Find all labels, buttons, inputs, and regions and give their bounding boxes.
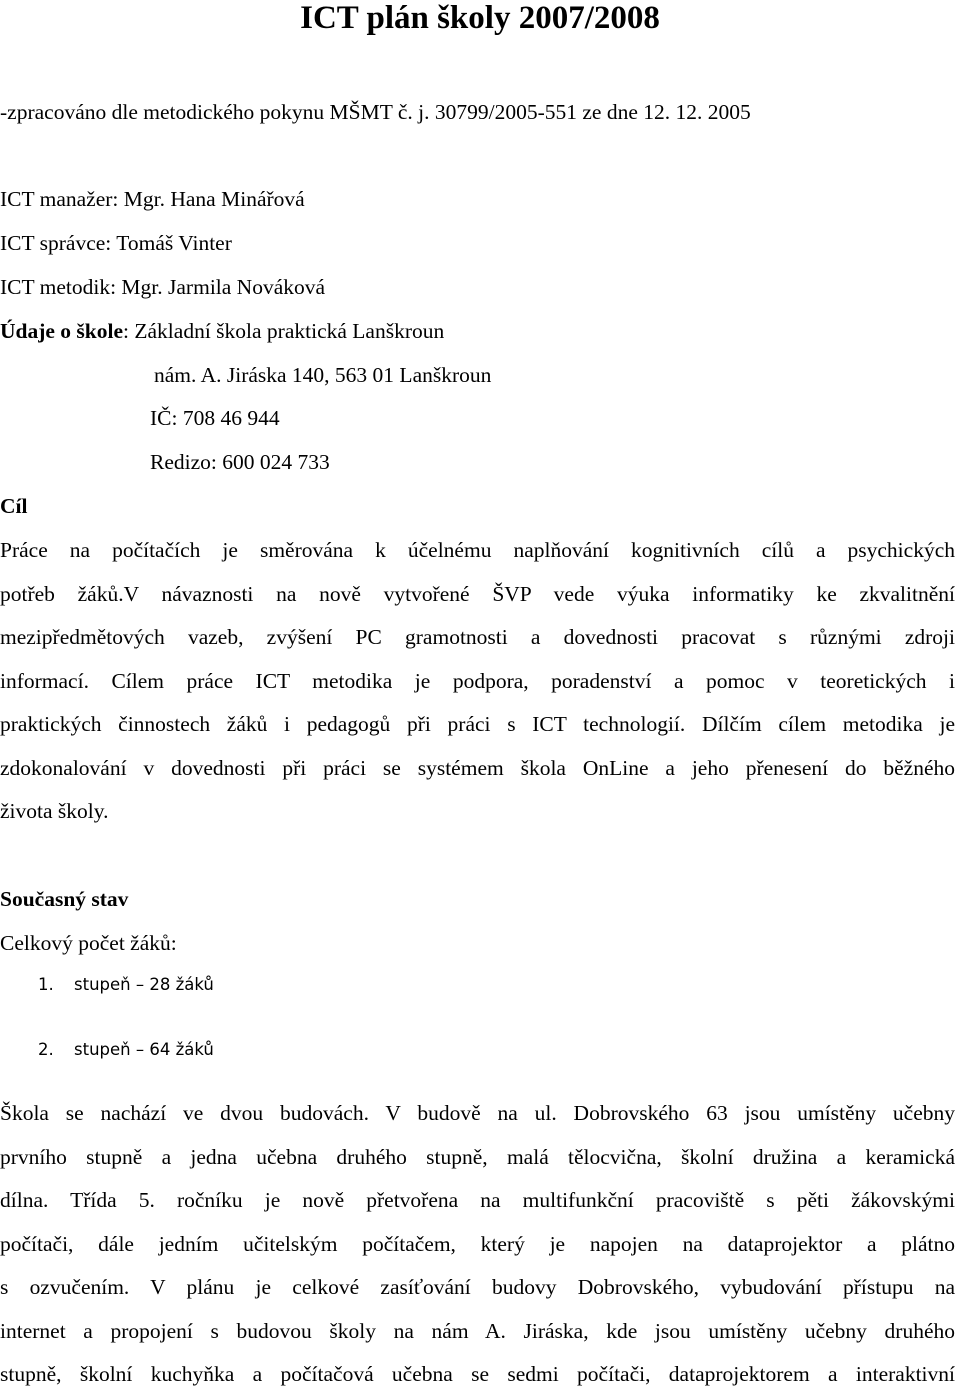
ict-manager: ICT manažer: Mgr. Hana Minářová (0, 187, 305, 211)
state-line: internet a propojení s budovou školy na nám A. Jiráska, kde jsou umístěny učebny druhého (0, 1319, 955, 1343)
goal-line: Práce na počítačích je směrována k účelnému naplňování kognitivních cílů a psychických (0, 538, 955, 562)
pupils-count-label: Celkový počet žáků: (0, 931, 177, 955)
list-item-text: stupeň – 28 žáků (74, 975, 214, 994)
list-item-number: 2. (38, 1040, 54, 1059)
school-address: nám. A. Jiráska 140, 563 01 Lanškroun (154, 363, 492, 387)
state-line: dílna. Třída 5. ročníku je nově přetvořena na multifunkční pracoviště s pěti žákovskými (0, 1188, 955, 1212)
school-info-label: Údaje o škole (0, 319, 124, 343)
goal-line: potřeb žáků.V návaznosti na nově vytvořené ŠVP vede výuka informatiky ke zkvalitnění (0, 582, 955, 606)
state-line: počítači, dále jedním učitelským počítačem, který je napojen na dataprojektor a plátno (0, 1232, 955, 1256)
state-line: Škola se nachází ve dvou budovách. V budově na ul. Dobrovského 63 jsou umístěny učebny (0, 1101, 955, 1125)
current-state-heading: Současný stav (0, 887, 129, 911)
state-line: prvního stupně a jedna učebna druhého stupně, malá tělocvična, školní družina a keramická (0, 1145, 955, 1169)
school-redizo: Redizo: 600 024 733 (150, 450, 330, 474)
goal-heading: Cíl (0, 494, 28, 518)
list-item (38, 973, 214, 997)
school-ic: IČ: 708 46 944 (150, 406, 280, 430)
school-name: : Základní škola praktická Lanškroun (123, 319, 445, 343)
goal-line: praktických činnostech žáků i pedagogů při práci s ICT technologií. Dílčím cílem metodika je (0, 712, 955, 736)
ict-methodologist: ICT metodik: Mgr. Jarmila Nováková (0, 275, 326, 299)
list-item-text: stupeň – 64 žáků (74, 1040, 214, 1059)
list-item (38, 1038, 214, 1062)
state-line: stupně, školní kuchyňka a počítačová učebna se sedmi počítači, dataprojektorem a interaktivní (0, 1362, 955, 1386)
goal-line: mezipředmětových vazeb, zvýšení PC gramotnosti a dovednosti pracovat s různými zdroji (0, 625, 955, 649)
ict-administrator: ICT správce: Tomáš Vinter (0, 231, 232, 255)
document-title: ICT plán školy 2007/2008 (300, 0, 660, 36)
state-line: s ozvučením. V plánu je celkové zasíťování budovy Dobrovského, vybudování přístupu na (0, 1275, 955, 1299)
goal-line: informací. Cílem práce ICT metodika je podpora, poradenství a pomoc v teoretických i (0, 669, 955, 693)
goal-line: života školy. (0, 799, 109, 823)
goal-line: zdokonalování v dovednosti při práci se systémem škola OnLine a jeho přenesení do běžného (0, 756, 955, 780)
document-subtitle: -zpracováno dle metodického pokynu MŠMT č. j. 30799/2005-551 ze dne 12. 12. 2005 (0, 100, 751, 124)
list-item-number: 1. (38, 975, 54, 994)
school-info (0, 318, 444, 344)
